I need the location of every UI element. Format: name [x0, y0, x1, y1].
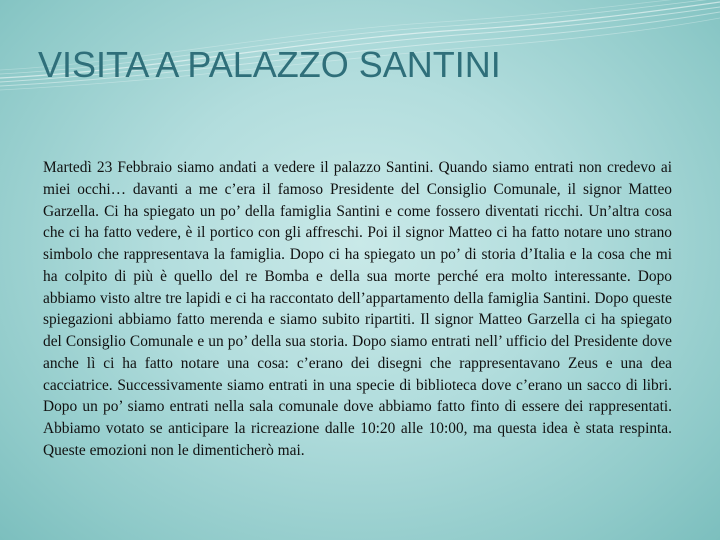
slide-body-text: Martedì 23 Febbraio siamo andati a vedere il palazzo Santini. Quando siamo entrati non credevo ai miei occhi… davanti a me c’era il famoso Presidente del Consiglio Comunale, il signor Matteo Garzella. Ci ha spiegato un po’ della famiglia Santini e come fossero diventati ricchi. Un’altra cosa che ci ha fatto vedere, è il portico con gli affreschi. Poi il signor Matteo ci ha fatto notare uno strano simbolo che rappresentava la famiglia. Dopo ci ha spiegato un po’ di storia d’Italia e la cosa che mi ha colpito di più è quello del re Bomba e della sua morte perché era molto interessante. Dopo abbiamo visto altre tre lapidi e ci ha raccontato dell’appartamento della famiglia Santini. Dopo queste spiegazioni abbiamo fatto merenda e siamo subito ripartiti. Il signor Matteo Garzella ci ha spiegato del Consiglio Comunale e un po’ della sua storia. Dopo siamo entrati nell’ ufficio del Presidente dove anche lì ci ha fatto notare una cosa: c’erano dei disegni che rappresentavano Zeus e una dea cacciatrice. Successivamente siamo entrati in una specie di biblioteca dove c’erano un sacco di libri. Dopo un po’ siamo entrati nella sala comunale dove abbiamo fatto finto di essere dei rappresentati. Abbiamo votato se anticipare la ricreazione dalle 10:20 alle 10:00, ma questa idea è stata respinta. Queste emozioni non le dimenticherò mai. — [43, 159, 672, 459]
slide-title: VISITA A PALAZZO SANTINI — [38, 44, 501, 85]
